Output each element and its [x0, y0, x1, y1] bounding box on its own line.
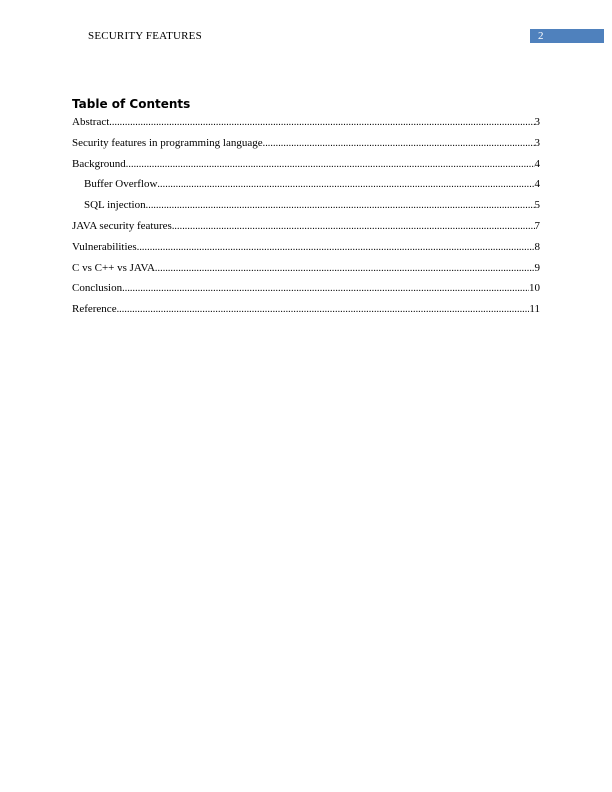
- toc-dot-leader: [117, 303, 530, 317]
- toc-entry-abstract[interactable]: [72, 115, 540, 129]
- toc-dot-leader: [146, 199, 535, 213]
- toc-entry-page: 10: [529, 282, 540, 295]
- table-of-contents: [72, 96, 540, 323]
- toc-dot-leader: [126, 158, 535, 172]
- toc-entry-label: JAVA security features: [72, 219, 172, 232]
- toc-dot-leader: [122, 282, 529, 296]
- toc-entry-buffer-overflow[interactable]: [72, 177, 540, 191]
- toc-entry-security-features[interactable]: [72, 136, 540, 150]
- toc-entry-background[interactable]: [72, 157, 540, 171]
- toc-heading: Table of Contents: [72, 97, 191, 111]
- running-header-title: SECURITY FEATURES: [88, 30, 202, 42]
- toc-entry-page: 4: [534, 157, 540, 170]
- toc-entry-page: 5: [534, 199, 540, 212]
- toc-entry-label: SQL injection: [84, 199, 146, 212]
- toc-entry-label: Vulnerabilities: [72, 240, 137, 253]
- toc-entry-page: 3: [534, 136, 540, 149]
- toc-entry-page: 3: [534, 116, 540, 128]
- toc-dot-leader: [157, 178, 534, 192]
- toc-entry-page: 11: [529, 303, 540, 316]
- toc-entry-conclusion[interactable]: [72, 281, 540, 295]
- toc-entry-label: Security features in programming language: [72, 136, 263, 149]
- page-number: 2: [538, 30, 544, 42]
- toc-dot-leader: [137, 241, 535, 255]
- toc-entry-reference[interactable]: [72, 302, 540, 316]
- toc-entry-sql-injection[interactable]: [72, 198, 540, 212]
- toc-entry-label: Abstract: [72, 116, 110, 128]
- toc-entry-label: Conclusion: [72, 282, 123, 295]
- toc-entry-label: Buffer Overflow: [84, 178, 158, 191]
- page-number-badge: [530, 29, 604, 43]
- toc-entry-c-vs-cpp-vs-java[interactable]: [72, 261, 540, 275]
- toc-dot-leader: [172, 220, 535, 234]
- toc-entry-label: C vs C++ vs JAVA: [72, 261, 155, 274]
- toc-entry-page: 9: [534, 261, 540, 274]
- toc-dot-leader: [155, 262, 535, 276]
- toc-entry-label: Background: [72, 157, 126, 170]
- toc-entry-label: Reference: [72, 303, 117, 316]
- toc-entry-page: 8: [534, 240, 540, 253]
- toc-entry-vulnerabilities[interactable]: [72, 240, 540, 254]
- toc-dot-leader: [263, 137, 535, 151]
- toc-dot-leader: [109, 116, 534, 130]
- toc-entry-java-security[interactable]: [72, 219, 540, 233]
- toc-entry-page: 7: [534, 219, 540, 232]
- toc-entry-page: 4: [534, 178, 540, 191]
